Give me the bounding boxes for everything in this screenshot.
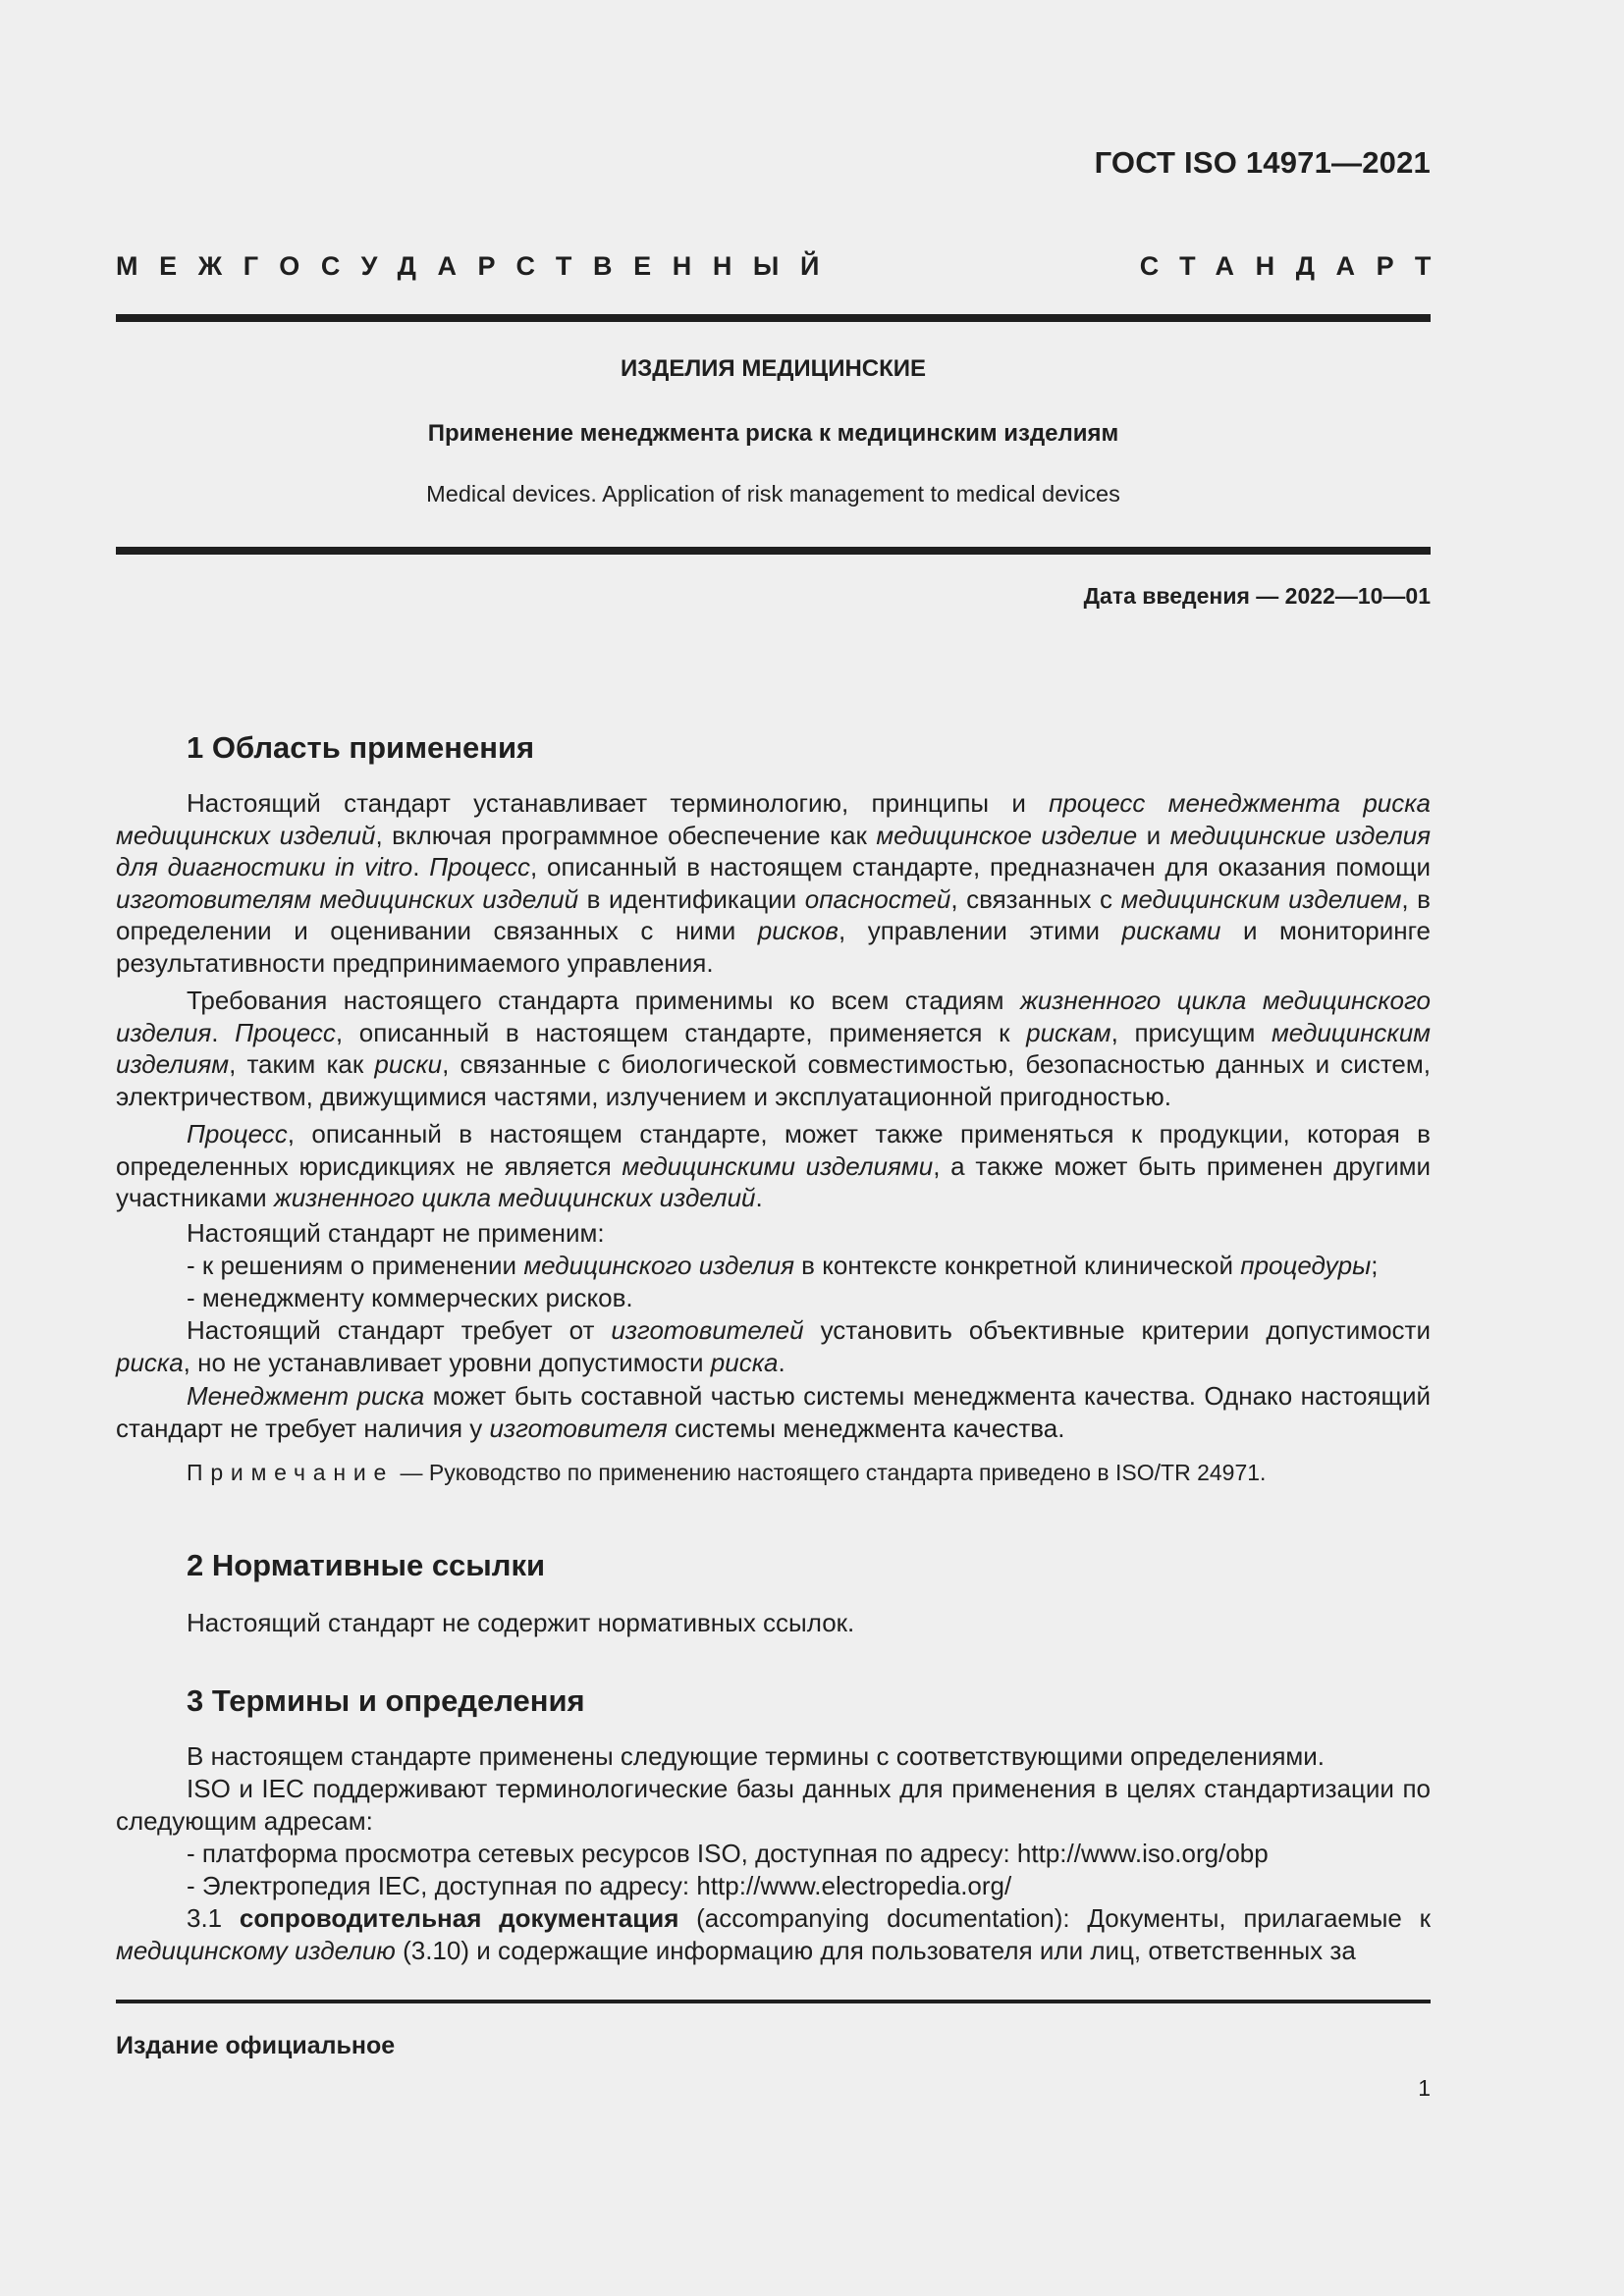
note (187, 1460, 1266, 1486)
list-item-iec: - Электропедия IEC, доступная по адресу: http://www.electropedia.org/ (187, 1871, 1012, 1900)
header-rule (116, 314, 1431, 322)
title-sub: Применение менеджмента риска к медицинским изделиям (427, 420, 1119, 447)
paragraph-3: Процесс, описанный в настоящем стандарте, может также применяться к продукции, которая в определенных юрисдикциях не является медицинскими изделиями, а также может быть применен другими участниками жизненного цикла медицинских изделий. (116, 1119, 1432, 1212)
edition-label: Издание официальное (116, 2032, 396, 2059)
note-text: — Руководство по применению настоящего стандарта приведено в ISO/TR 24971. (394, 1460, 1267, 1485)
paragraph-1: Настоящий стандарт устанавливает терминологию, принципы и процесс менеджмента риска медицинских изделий, включая программное обеспечение как медицинское изделие и медицинские изделия для диагностики in vitro. Процесс, описанный в настоящем стандарте, предназначен для оказания помощи изготовителям медицинских изделий в идентификации опасностей, связанных с медицинским изделием, в определении и оценивании связанных с ними рисков, управлении этими рисками и мониторинге результативности предпринимаемого управления. (116, 788, 1432, 978)
section-1-heading: 1 Область применения (187, 730, 535, 765)
section-3-heading: 3 Термины и определения (187, 1683, 585, 1718)
document-number: ГОСТ ISO 14971—2021 (1094, 145, 1431, 180)
list-item-1: - к решениям о применении медицинского изделия в контексте конкретной клинической процедуры; (187, 1251, 1379, 1280)
paragraph-2: Требования настоящего стандарта применимы ко всем стадиям жизненного цикла медицинского изделия. Процесс, описанный в настоящем стандарте, применяется к рискам, присущим медицинским изделиям, таким как риски, связанные с биологической совместимостью, безопасностью данных и систем, электричеством, движущимися частями, излучением и эксплуатационной пригодностью. (116, 986, 1431, 1111)
list-item-iso: - платформа просмотра сетевых ресурсов ISO, доступная по адресу: http://www.iso.org/obp (187, 1839, 1269, 1868)
footer-rule (116, 2000, 1431, 2003)
paragraph-7: Настоящий стандарт требует от изготовителей установить объективные критерии допустимости риска, но не устанавливает уровни допустимости риска. (116, 1315, 1431, 1377)
term-3-1: 3.1 сопроводительная документация (accompanying documentation): Документы, прилагаемые к медицинскому изделию (3.10) и содержащие информацию для пользователя или лиц, ответственных за (116, 1903, 1432, 1965)
note-label: Примечание (187, 1460, 395, 1485)
title-main: ИЗДЕЛИЯ МЕДИЦИНСКИЕ (620, 355, 927, 382)
paragraph-10: ISO и IEC поддерживают терминологические базы данных для применения в целях стандартизации по следующим адресам: (116, 1774, 1431, 1836)
title-english: Medical devices. Application of risk management to medical devices (426, 481, 1120, 507)
page-number: 1 (1418, 2075, 1431, 2101)
section-2-heading: 2 Нормативные ссылки (187, 1548, 546, 1582)
title-rule (116, 547, 1431, 555)
list-item-2: - менеджменту коммерческих рисков. (187, 1283, 633, 1312)
header-word-standard: СТАНДАРТ (1139, 251, 1452, 281)
effective-date: Дата введения — 2022—10—01 (1083, 583, 1431, 609)
paragraph-8: Менеджмент риска может быть составной частью системы менеджмента качества. Однако настоящий стандарт не требует наличия у изготовителя системы менеджмента качества. (116, 1381, 1431, 1443)
paragraph-9: В настоящем стандарте применены следующие термины с соответствующими определениями. (187, 1741, 1326, 1771)
header-word-interstate: МЕЖГОСУДАРСТВЕННЫЙ (116, 251, 840, 281)
section-2-text: Настоящий стандарт не содержит нормативных ссылок. (187, 1608, 855, 1637)
paragraph-4: Настоящий стандарт не применим: (187, 1218, 605, 1248)
